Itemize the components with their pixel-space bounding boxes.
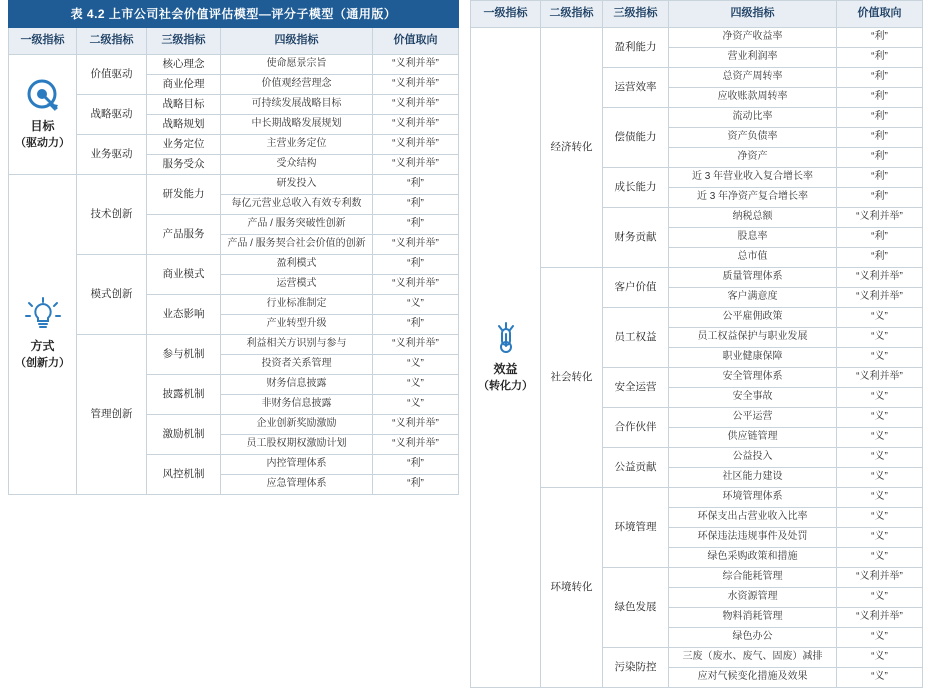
value-orientation-cell: “义” <box>837 548 923 568</box>
table-row <box>9 175 459 195</box>
right-table-panel <box>470 0 922 688</box>
level4-indicator-cell: 受众结构 <box>221 155 373 175</box>
level4-indicator-cell: 职业健康保障 <box>669 348 837 368</box>
level3-indicator-cell: 盈利能力 <box>603 28 669 68</box>
level4-indicator-cell: 总资产周转率 <box>669 68 837 88</box>
level4-indicator-cell: 员工股权期权激励计划 <box>221 435 373 455</box>
value-orientation-cell: “义利并举” <box>373 335 459 355</box>
table-row <box>9 95 459 115</box>
value-orientation-cell: “利” <box>837 248 923 268</box>
value-orientation-cell: “义” <box>837 348 923 368</box>
value-orientation-cell: “义利并举” <box>373 235 459 255</box>
level4-indicator-cell: 净资产收益率 <box>669 28 837 48</box>
level3-indicator-cell: 战略规划 <box>147 115 221 135</box>
header-row <box>471 1 923 28</box>
level4-indicator-cell: 使命愿景宗旨 <box>221 55 373 75</box>
value-orientation-cell: “义利并举” <box>373 95 459 115</box>
value-orientation-cell: “义” <box>837 308 923 328</box>
level1-indicator-cell <box>471 28 541 688</box>
left-table-panel <box>8 0 458 495</box>
level2-indicator-cell: 技术创新 <box>77 175 147 255</box>
level4-indicator-cell: 环保违法违规事件及处罚 <box>669 528 837 548</box>
level3-indicator-cell: 绿色发展 <box>603 568 669 648</box>
level4-indicator-cell: 产品 / 服务契合社会价值的创新 <box>221 235 373 255</box>
level4-indicator-cell: 安全事故 <box>669 388 837 408</box>
value-orientation-cell: “义利并举” <box>373 155 459 175</box>
level3-indicator-cell: 披露机制 <box>147 375 221 415</box>
value-orientation-cell: “义” <box>373 295 459 315</box>
level3-indicator-cell: 成长能力 <box>603 168 669 208</box>
level3-indicator-cell: 核心理念 <box>147 55 221 75</box>
level4-indicator-cell: 主营业务定位 <box>221 135 373 155</box>
value-orientation-cell: “义” <box>837 388 923 408</box>
level1-sublabel: （转化力） <box>478 380 533 393</box>
value-orientation-cell: “义” <box>837 668 923 688</box>
left-table <box>8 0 459 495</box>
right-table <box>470 0 923 688</box>
level4-indicator-cell: 社区能力建设 <box>669 468 837 488</box>
level1-label: 方式 <box>30 339 55 354</box>
value-orientation-cell: “义利并举” <box>373 275 459 295</box>
level3-indicator-cell: 财务贡献 <box>603 208 669 268</box>
level1-indicator-cell <box>9 55 77 175</box>
level1-sublabel: （创新力） <box>15 357 70 370</box>
level1-label: 效益 <box>493 362 518 377</box>
level3-indicator-cell: 产品服务 <box>147 215 221 255</box>
table-row <box>9 255 459 275</box>
level4-indicator-cell: 非财务信息披露 <box>221 395 373 415</box>
value-orientation-cell: “利” <box>373 455 459 475</box>
level4-indicator-cell: 总市值 <box>669 248 837 268</box>
level4-indicator-cell: 盈利模式 <box>221 255 373 275</box>
value-orientation-cell: “利” <box>837 68 923 88</box>
level3-indicator-cell: 激励机制 <box>147 415 221 455</box>
column-header: 一级指标 <box>471 1 541 28</box>
value-orientation-cell: “义利并举” <box>837 208 923 228</box>
value-orientation-cell: “义” <box>837 468 923 488</box>
level4-indicator-cell: 营业利润率 <box>669 48 837 68</box>
level4-indicator-cell: 公平运营 <box>669 408 837 428</box>
value-orientation-cell: “利” <box>837 148 923 168</box>
column-header: 二级指标 <box>541 1 603 28</box>
level2-indicator-cell: 战略驱动 <box>77 95 147 135</box>
level2-indicator-cell: 管理创新 <box>77 335 147 495</box>
level4-indicator-cell: 行业标准制定 <box>221 295 373 315</box>
table-row <box>471 28 923 48</box>
value-orientation-cell: “义利并举” <box>373 135 459 155</box>
column-header: 四级指标 <box>669 1 837 28</box>
value-orientation-cell: “义” <box>837 648 923 668</box>
column-header: 三级指标 <box>603 1 669 28</box>
level4-indicator-cell: 产品 / 服务突破性创新 <box>221 215 373 235</box>
lightbulb-idea-icon <box>25 297 61 333</box>
level4-indicator-cell: 内控管理体系 <box>221 455 373 475</box>
level3-indicator-cell: 商业伦理 <box>147 75 221 95</box>
value-orientation-cell: “利” <box>373 315 459 335</box>
level2-indicator-cell: 业务驱动 <box>77 135 147 175</box>
value-orientation-cell: “义利并举” <box>373 415 459 435</box>
level4-indicator-cell: 近 3 年营业收入复合增长率 <box>669 168 837 188</box>
level4-indicator-cell: 利益相关方识别与参与 <box>221 335 373 355</box>
value-orientation-cell: “义” <box>373 395 459 415</box>
value-orientation-cell: “义利并举” <box>373 435 459 455</box>
level2-indicator-cell: 模式创新 <box>77 255 147 335</box>
level3-indicator-cell: 运营效率 <box>603 68 669 108</box>
level3-indicator-cell: 参与机制 <box>147 335 221 375</box>
level3-indicator-cell: 员工权益 <box>603 308 669 368</box>
level4-indicator-cell: 公益投入 <box>669 448 837 468</box>
value-orientation-cell: “义利并举” <box>837 568 923 588</box>
level3-indicator-cell: 污染防控 <box>603 648 669 688</box>
level4-indicator-cell: 客户满意度 <box>669 288 837 308</box>
column-header: 价值取向 <box>837 1 923 28</box>
value-orientation-cell: “义利并举” <box>373 55 459 75</box>
table-row <box>9 55 459 75</box>
table-title-row <box>9 1 459 28</box>
level4-indicator-cell: 安全管理体系 <box>669 368 837 388</box>
value-orientation-cell: “义利并举” <box>373 115 459 135</box>
value-orientation-cell: “利” <box>837 108 923 128</box>
column-header: 四级指标 <box>221 28 373 55</box>
value-orientation-cell: “义” <box>837 508 923 528</box>
level2-indicator-cell: 价值驱动 <box>77 55 147 95</box>
value-orientation-cell: “义利并举” <box>837 368 923 388</box>
value-orientation-cell: “义” <box>837 408 923 428</box>
level2-indicator-cell: 环境转化 <box>541 488 603 688</box>
level4-indicator-cell: 研发投入 <box>221 175 373 195</box>
value-orientation-cell: “利” <box>837 28 923 48</box>
column-header: 二级指标 <box>77 28 147 55</box>
level3-indicator-cell: 环境管理 <box>603 488 669 568</box>
value-orientation-cell: “利” <box>373 475 459 495</box>
level4-indicator-cell: 水资源管理 <box>669 588 837 608</box>
level3-indicator-cell: 客户价值 <box>603 268 669 308</box>
level4-indicator-cell: 绿色采购政策和措施 <box>669 548 837 568</box>
level4-indicator-cell: 中长期战略发展规划 <box>221 115 373 135</box>
level4-indicator-cell: 产业转型升级 <box>221 315 373 335</box>
header-row <box>9 28 459 55</box>
column-header: 价值取向 <box>373 28 459 55</box>
level4-indicator-cell: 股息率 <box>669 228 837 248</box>
level3-indicator-cell: 安全运营 <box>603 368 669 408</box>
level4-indicator-cell: 流动比率 <box>669 108 837 128</box>
level4-indicator-cell: 净资产 <box>669 148 837 168</box>
level4-indicator-cell: 公平雇佣政策 <box>669 308 837 328</box>
value-orientation-cell: “义” <box>837 588 923 608</box>
level4-indicator-cell: 每亿元营业总收入有效专利数 <box>221 195 373 215</box>
level4-indicator-cell: 财务信息披露 <box>221 375 373 395</box>
level1-sublabel: （驱动力） <box>15 137 70 150</box>
level3-indicator-cell: 合作伙伴 <box>603 408 669 448</box>
value-orientation-cell: “义” <box>373 355 459 375</box>
column-header: 一级指标 <box>9 28 77 55</box>
level4-indicator-cell: 应对气候变化措施及效果 <box>669 668 837 688</box>
value-orientation-cell: “利” <box>837 48 923 68</box>
column-header: 三级指标 <box>147 28 221 55</box>
value-orientation-cell: “义利并举” <box>837 288 923 308</box>
table-row <box>9 135 459 155</box>
value-orientation-cell: “利” <box>837 188 923 208</box>
value-orientation-cell: “利” <box>373 255 459 275</box>
value-orientation-cell: “义” <box>837 528 923 548</box>
value-orientation-cell: “利” <box>373 215 459 235</box>
level4-indicator-cell: 环境管理体系 <box>669 488 837 508</box>
level4-indicator-cell: 价值观经营理念 <box>221 75 373 95</box>
compass-target-icon <box>25 77 61 113</box>
level4-indicator-cell: 可持续发展战略目标 <box>221 95 373 115</box>
level3-indicator-cell: 研发能力 <box>147 175 221 215</box>
level2-indicator-cell: 经济转化 <box>541 28 603 268</box>
level3-indicator-cell: 偿债能力 <box>603 108 669 168</box>
level4-indicator-cell: 综合能耗管理 <box>669 568 837 588</box>
level4-indicator-cell: 近 3 年净资产复合增长率 <box>669 188 837 208</box>
level4-indicator-cell: 企业创新奖励激励 <box>221 415 373 435</box>
level4-indicator-cell: 纳税总额 <box>669 208 837 228</box>
value-orientation-cell: “义” <box>837 628 923 648</box>
level4-indicator-cell: 物料消耗管理 <box>669 608 837 628</box>
thermometer-balance-icon <box>488 320 524 356</box>
value-orientation-cell: “义” <box>837 448 923 468</box>
value-orientation-cell: “义” <box>837 428 923 448</box>
value-orientation-cell: “义利并举” <box>837 608 923 628</box>
value-orientation-cell: “利” <box>373 175 459 195</box>
level4-indicator-cell: 运营模式 <box>221 275 373 295</box>
level4-indicator-cell: 绿色办公 <box>669 628 837 648</box>
level4-indicator-cell: 应收账款周转率 <box>669 88 837 108</box>
level1-label: 目标 <box>30 119 55 134</box>
level3-indicator-cell: 业态影响 <box>147 295 221 335</box>
table-row <box>9 335 459 355</box>
level3-indicator-cell: 服务受众 <box>147 155 221 175</box>
level3-indicator-cell: 战略目标 <box>147 95 221 115</box>
value-orientation-cell: “利” <box>837 168 923 188</box>
value-orientation-cell: “义利并举” <box>373 75 459 95</box>
level1-indicator-cell <box>9 175 77 495</box>
level4-indicator-cell: 环保支出占营业收入比率 <box>669 508 837 528</box>
level4-indicator-cell: 供应链管理 <box>669 428 837 448</box>
page-title: 表 4.2 上市公司社会价值评估模型—评分子模型（通用版） <box>9 1 459 28</box>
value-orientation-cell: “义” <box>373 375 459 395</box>
level4-indicator-cell: 员工权益保护与职业发展 <box>669 328 837 348</box>
value-orientation-cell: “利” <box>373 195 459 215</box>
value-orientation-cell: “义利并举” <box>837 268 923 288</box>
level3-indicator-cell: 风控机制 <box>147 455 221 495</box>
level4-indicator-cell: 投资者关系管理 <box>221 355 373 375</box>
value-orientation-cell: “利” <box>837 88 923 108</box>
value-orientation-cell: “义” <box>837 328 923 348</box>
value-orientation-cell: “利” <box>837 128 923 148</box>
level2-indicator-cell: 社会转化 <box>541 268 603 488</box>
level4-indicator-cell: 三废（废水、废气、固废）减排 <box>669 648 837 668</box>
level3-indicator-cell: 商业模式 <box>147 255 221 295</box>
level4-indicator-cell: 应急管理体系 <box>221 475 373 495</box>
level3-indicator-cell: 业务定位 <box>147 135 221 155</box>
value-orientation-cell: “利” <box>837 228 923 248</box>
level4-indicator-cell: 质量管理体系 <box>669 268 837 288</box>
level3-indicator-cell: 公益贡献 <box>603 448 669 488</box>
level4-indicator-cell: 资产负债率 <box>669 128 837 148</box>
value-orientation-cell: “义” <box>837 488 923 508</box>
